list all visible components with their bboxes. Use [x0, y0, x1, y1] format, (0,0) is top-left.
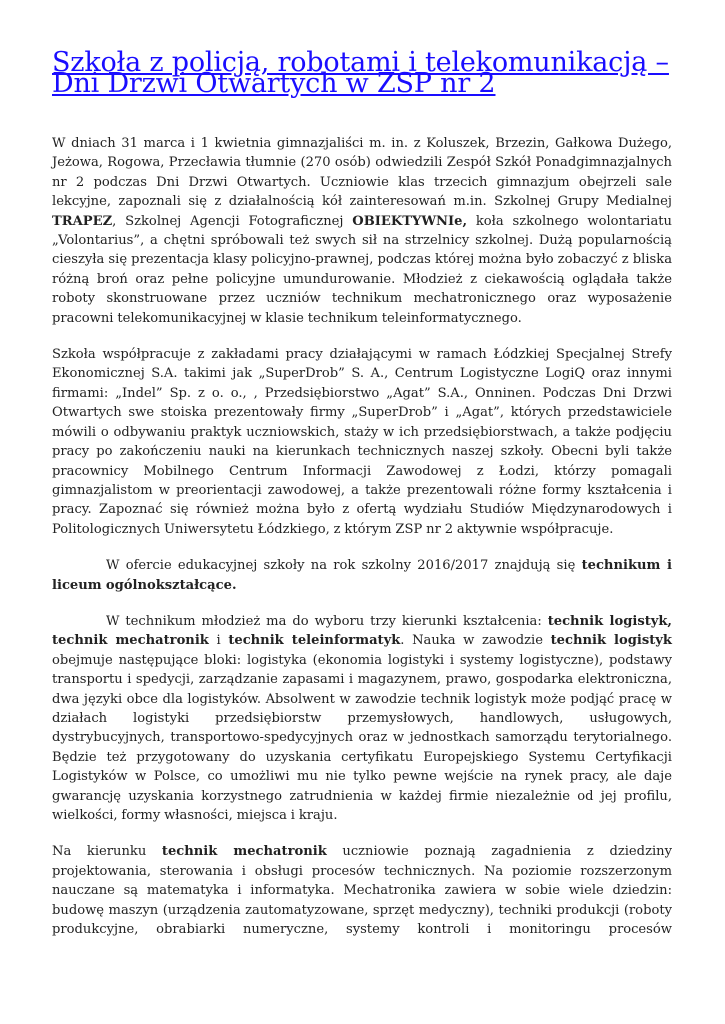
text-span: obejmuje następujące bloki: logistyka (ekonomia logistyki i systemy logistyczne), podstawy transportu i spedycji, zarządzanie zapasami i magazynem, prawo, gospodarka elektroniczna, dwa języki obce dla logistyków. Absolwent w zawodzie technik logistyk może podjąć pracę w działach logistyki przedsiębiorstw przemysłowych, handlowych, usługowych, dystrybucyjnych, transportowo-spedycyjnych oraz w jednostkach samorządu terytorialnego. Będzie też przygotowany do uzyskania certyfikatu Europejskiego Systemu Certyfikacji Logistyków w Polsce, co umożliwi mu nie tylko pewne wejście na rynek pracy, ale daje gwarancję uzyskania korzystnego zatrudnienia w każdej firmie niezależnie od jej profilu, wielkości, formy własności, miejsca i kraju. — [52, 652, 672, 823]
bold-trapez: TRAPEZ — [52, 213, 113, 229]
article — [52, 47, 672, 956]
bold-mechatronik: technik mechatronik — [161, 844, 327, 860]
article-title — [52, 47, 672, 99]
paragraph-cooperation: Szkoła współpracuje z zakładami pracy działającymi w ramach Łódzkiej Specjalnej Strefy Ekonomicznej S.A. takimi jak „SuperDrob” S. A., Centrum Logistyczne LogiQ oraz innymi firmami: „Indel” Sp. z o. o., , Przedsiębiorstwo „Agat” S.A., Onninen. Podczas Dni Drzwi Otwartych swe stoiska prezentowały firmy „SuperDrob” i „Agat”, których przedstawiciele mówili o odbywaniu praktyk uczniowskich, staży w ich przedsiębiorstwach, a także podjęciu pracy po zakończeniu nauki na kierunkach technicznych naszej szkoły. Obecni byli także pracownicy Mobilnego Centrum Informacji Zawodowej z Łodzi, którzy pomagali gimnazjalistom w preorientacji zawodowej, a także prezentowali różne formy kształcenia i pracy. Zapoznać się również można było z ofertą wydziału Studiów Międzynarodowych i Politologicznych Uniwersytetu Łódzkiego, z którym ZSP nr 2 aktywnie współpracuje. — [52, 347, 672, 537]
article-body — [52, 134, 672, 939]
paragraph-technikum — [52, 612, 672, 825]
bold-logistyk: technik logistyk — [550, 633, 672, 649]
paragraph-offer — [52, 556, 672, 595]
bold-teleinformatyk: technik teleinformatyk — [228, 633, 401, 649]
text-span: Na kierunku — [52, 844, 162, 860]
bold-school-types: technikum i liceum ogólnokształcące. — [52, 558, 672, 593]
text-span: . Nauka w zawodzie — [400, 633, 551, 649]
text-span: uczniowie poznają zagadnienia z dziedziny projektowania, sterowania i obsługi procesów technicznych. Na poziomie rozszerzonym nauczane są matematyka i informatyka. Mechatronika zawiera w sobie wiele dziedzin: budowę maszyn (urządzenia zautomatyzowane, sprzęt medyczny), techniki produkcji (roboty produkcyjne, obrabiarki numeryczne, systemy kontroli i monitoringu procesów — [52, 844, 672, 938]
bold-kierunki: technik logistyk, technik mechatronik — [52, 613, 672, 649]
text-span: W ofercie edukacyjnej szkoły na rok szkolny 2016/2017 znajdują się — [106, 558, 582, 574]
bold-obiektywnie: OBIEKTYWNIe, — [352, 213, 468, 229]
article-title-link[interactable]: Szkoła z policją, robotami i telekomunikacją – Dni Drzwi Otwartych w ZSP nr 2 — [52, 47, 669, 99]
paragraph-visit — [52, 134, 672, 328]
text-span: , Szkolnej Agencji Fotograficznej — [112, 213, 353, 229]
text-span: i — [208, 633, 229, 649]
text-span: W technikum młodzież ma do wyboru trzy kierunki kształcenia: — [106, 613, 548, 629]
text-span: koła szkolnego wolontariatu „Volontarius”, a chętni spróbowali też swych sił na strzelnicy szkolnej. Dużą popularnością cieszyła się prezentacja klasy policyjno-prawnej, podczas której można było zobaczyć z bliska różną broń oraz pełne policyjne umundurowanie. Młodzież z ciekawością oglądała także roboty skonstruowane przez uczniów technikum mechatronicznego oraz wyposażenie pracowni telekomunikacyjnej w klasie technikum teleinformatycznego. — [52, 213, 672, 326]
text-span: W dniach 31 marca i 1 kwietnia gimnazjaliści m. in. z Koluszek, Brzezin, Gałkowa Dużego, Jeżowa, Rogowa, Przecławia tłumnie (270 osób) odwiedzili Zespół Szkół Ponadgimnazjalnych nr 2 podczas Dni Drzwi Otwartych. Uczniowie klas trzecich gimnazjum obejrzeli sale lekcyjne, zapoznali się z działalnością kół zainteresowań m.in. Szkolnej Grupy Medialnej — [52, 136, 672, 210]
paragraph-mechatronik — [52, 842, 672, 939]
